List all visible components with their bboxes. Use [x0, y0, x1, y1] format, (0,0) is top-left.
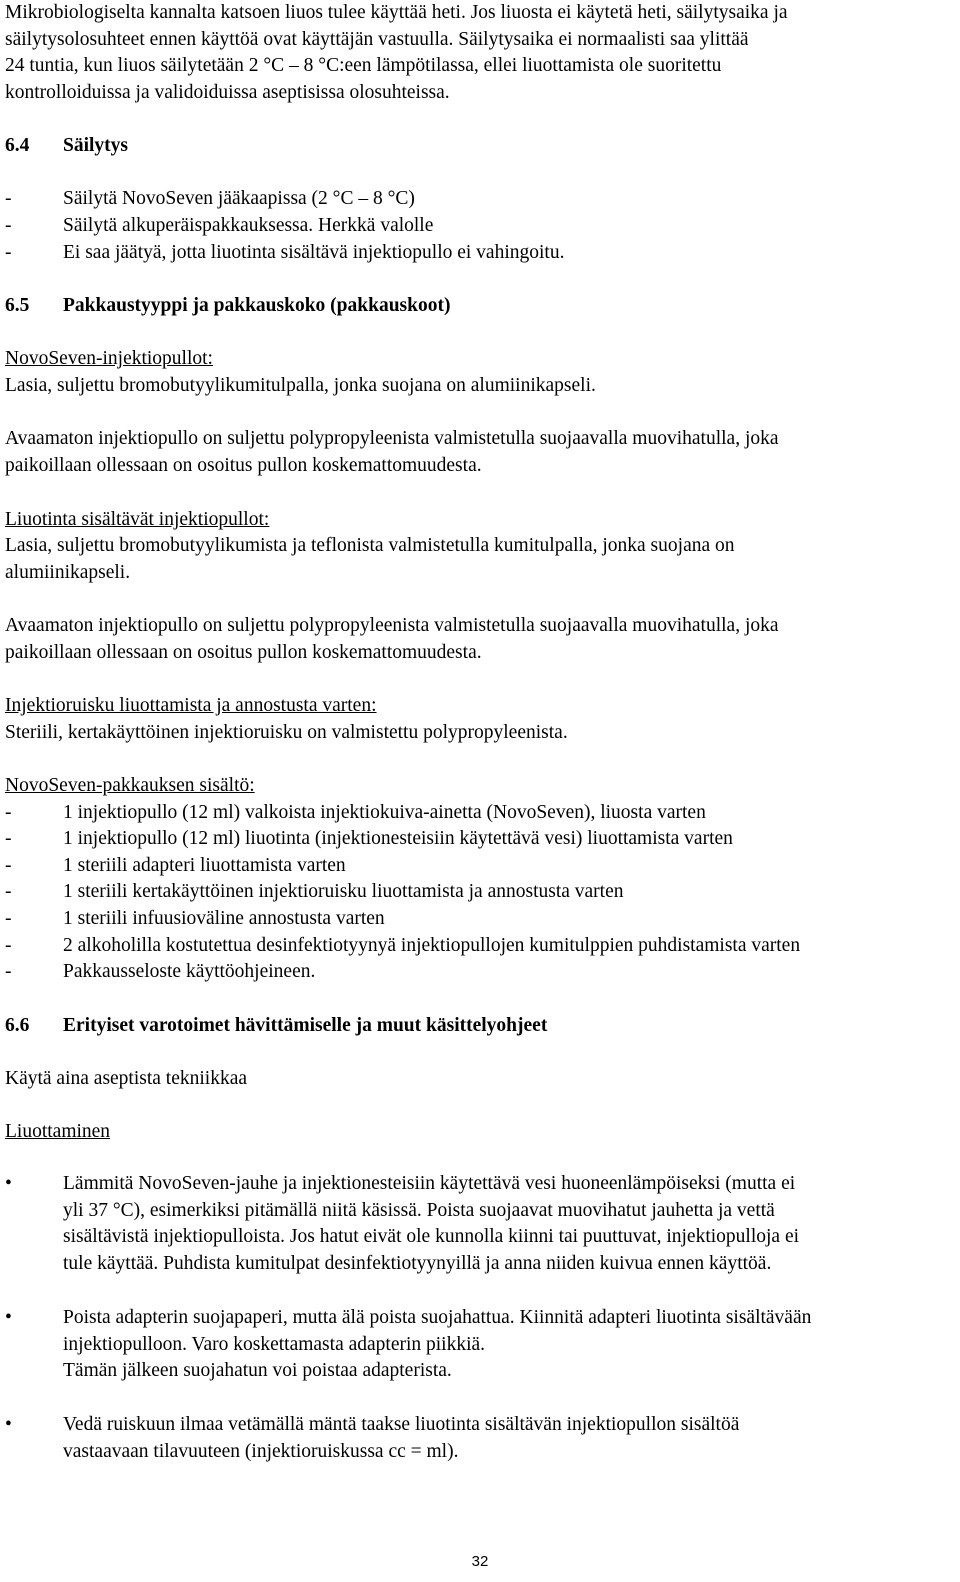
list-item: - 1 injektiopullo (12 ml) valkoista injektiokuiva-ainetta (NovoSeven), liuosta varten — [5, 802, 706, 823]
bullet-line: Tämän jälkeen suojahatun voi poistaa adapterista. — [63, 1360, 452, 1381]
subheading-novoseven-vials: NovoSeven-injektiopullot: — [5, 348, 213, 369]
bullet-dot: • — [5, 1173, 12, 1194]
subheading-pack-contents: NovoSeven-pakkauksen sisältö: — [5, 775, 255, 796]
list-item-text: Pakkausseloste käyttöohjeineen. — [63, 961, 316, 982]
subheading-dissolving: Liuottaminen — [5, 1121, 111, 1142]
paragraph-line: Avaamaton injektiopullo on suljettu polypropyleenista valmistetulla suojaavalla muovihatulla, joka — [5, 615, 779, 636]
bullet-dot: • — [5, 1414, 12, 1435]
paragraph-line: Käytä aina aseptista tekniikkaa — [5, 1068, 248, 1089]
intro-line: säilytysolosuhteet ennen käyttöä ovat käyttäjän vastuulla. Säilytysaika ei normaalisti saa ylittää — [5, 29, 749, 50]
list-item: - 1 injektiopullo (12 ml) liuotinta (injektionesteisiin käytettävä vesi) liuottamista varten — [5, 828, 733, 849]
section-title: Säilytys — [63, 135, 129, 156]
section-number: 6.5 — [5, 295, 30, 316]
list-item: - Ei saa jäätyä, jotta liuotinta sisältävä injektiopullo ei vahingoitu. — [5, 242, 565, 263]
intro-line: kontrolloiduissa ja validoiduissa aseptisissa olosuhteissa. — [5, 82, 450, 103]
section-number: 6.6 — [5, 1015, 30, 1036]
bullet-line: Poista adapterin suojapaperi, mutta älä poista suojahattua. Kiinnitä adapteri liuotinta sisältävään — [63, 1307, 812, 1328]
list-item-text: 1 steriili adapteri liuottamista varten — [63, 855, 346, 876]
bullet-line: tule käyttää. Puhdista kumitulpat desinfektiotyynyillä ja anna niiden kuivua ennen käyttöä. — [63, 1253, 772, 1274]
list-item: - 1 steriili kertakäyttöinen injektioruisku liuottamista ja annostusta varten — [5, 881, 624, 902]
bullet-line: vastaavaan tilavuuteen (injektioruiskussa cc = ml). — [63, 1441, 459, 1462]
list-item: - 2 alkoholilla kostutettua desinfektiotyynyä injektiopullojen kumitulppien puhdistamista varten — [5, 935, 801, 956]
paragraph-line: Steriili, kertakäyttöinen injektioruisku on valmistettu polypropyleenista. — [5, 722, 568, 743]
paragraph-line: paikoillaan ollessaan on osoitus pullon koskemattomuudesta. — [5, 455, 482, 476]
list-item-text: 2 alkoholilla kostutettua desinfektiotyynyä injektiopullojen kumitulppien puhdistamista varten — [63, 935, 801, 956]
bullet-line: sisältävistä injektiopulloista. Jos hatut eivät ole kunnolla kiinni tai puuttuvat, injektiopulloja ei — [63, 1226, 800, 1247]
list-item: - Säilytä NovoSeven jääkaapissa (2 °C – 8 °C) — [5, 188, 415, 209]
list-item-text: Säilytä NovoSeven jääkaapissa (2 °C – 8 °C) — [63, 188, 415, 209]
subheading-solvent-vials: Liuotinta sisältävät injektiopullot: — [5, 509, 270, 530]
subheading-syringe: Injektioruisku liuottamista ja annostusta varten: — [5, 695, 377, 716]
bullet-line: injektiopulloon. Varo koskettamasta adapterin piikkiä. — [63, 1334, 486, 1355]
list-item: - 1 steriili adapteri liuottamista varten — [5, 855, 346, 876]
list-item-text: 1 steriili infuusioväline annostusta varten — [63, 908, 385, 929]
bullet-line: yli 37 °C), esimerkiksi pitämällä niitä käsissä. Poista suojaavat muovihatut jauhetta ja vettä — [63, 1200, 775, 1221]
list-item-text: Ei saa jäätyä, jotta liuotinta sisältävä injektiopullo ei vahingoitu. — [63, 242, 565, 263]
bullet-line: Vedä ruiskuun ilmaa vetämällä mäntä taakse liuotinta sisältävän injektiopullon sisältöä — [63, 1414, 740, 1435]
intro-line: 24 tuntia, kun liuos säilytetään 2 °C – 8 °C:een lämpötilassa, ellei liuottamista ole suoritettu — [5, 55, 722, 76]
list-item-text: 1 injektiopullo (12 ml) liuotinta (injektionesteisiin käytettävä vesi) liuottamista varten — [63, 828, 733, 849]
list-item-text: Säilytä alkuperäispakkauksessa. Herkkä valolle — [63, 215, 434, 236]
paragraph-line: paikoillaan ollessaan on osoitus pullon koskemattomuudesta. — [5, 642, 482, 663]
section-number: 6.4 — [5, 135, 30, 156]
bullet-line: Lämmitä NovoSeven-jauhe ja injektionesteisiin käytettävä vesi huoneenlämpöiseksi (mutta ei — [63, 1173, 796, 1194]
list-item-text: 1 steriili kertakäyttöinen injektioruisku liuottamista ja annostusta varten — [63, 881, 624, 902]
list-item-text: 1 injektiopullo (12 ml) valkoista injektiokuiva-ainetta (NovoSeven), liuosta varten — [63, 802, 706, 823]
list-item: - 1 steriili infuusioväline annostusta varten — [5, 908, 385, 929]
section-heading-6-4 — [5, 133, 128, 160]
section-heading-6-6 — [5, 1013, 547, 1040]
intro-line: Mikrobiologiselta kannalta katsoen liuos tulee käyttää heti. Jos liuosta ei käytetä heti, säilytysaika ja — [5, 2, 788, 23]
paragraph-line: Lasia, suljettu bromobutyylikumista ja teflonista valmistetulla kumitulpalla, jonka suojana on — [5, 535, 735, 556]
list-item: - Säilytä alkuperäispakkauksessa. Herkkä valolle — [5, 215, 434, 236]
section-heading-6-5 — [5, 293, 450, 320]
list-item: - Pakkausseloste käyttöohjeineen. — [5, 961, 316, 982]
section-title: Pakkaustyyppi ja pakkauskoko (pakkauskoot) — [63, 295, 451, 316]
paragraph-line: Lasia, suljettu bromobutyylikumitulpalla, jonka suojana on alumiinikapseli. — [5, 375, 596, 396]
paragraph-line: Avaamaton injektiopullo on suljettu polypropyleenista valmistetulla suojaavalla muovihatulla, joka — [5, 428, 779, 449]
paragraph-line: alumiinikapseli. — [5, 562, 131, 583]
bullet-dot: • — [5, 1307, 12, 1328]
section-title: Erityiset varotoimet hävittämiselle ja muut käsittelyohjeet — [63, 1015, 548, 1036]
page-number: 32 — [471, 1553, 489, 1570]
